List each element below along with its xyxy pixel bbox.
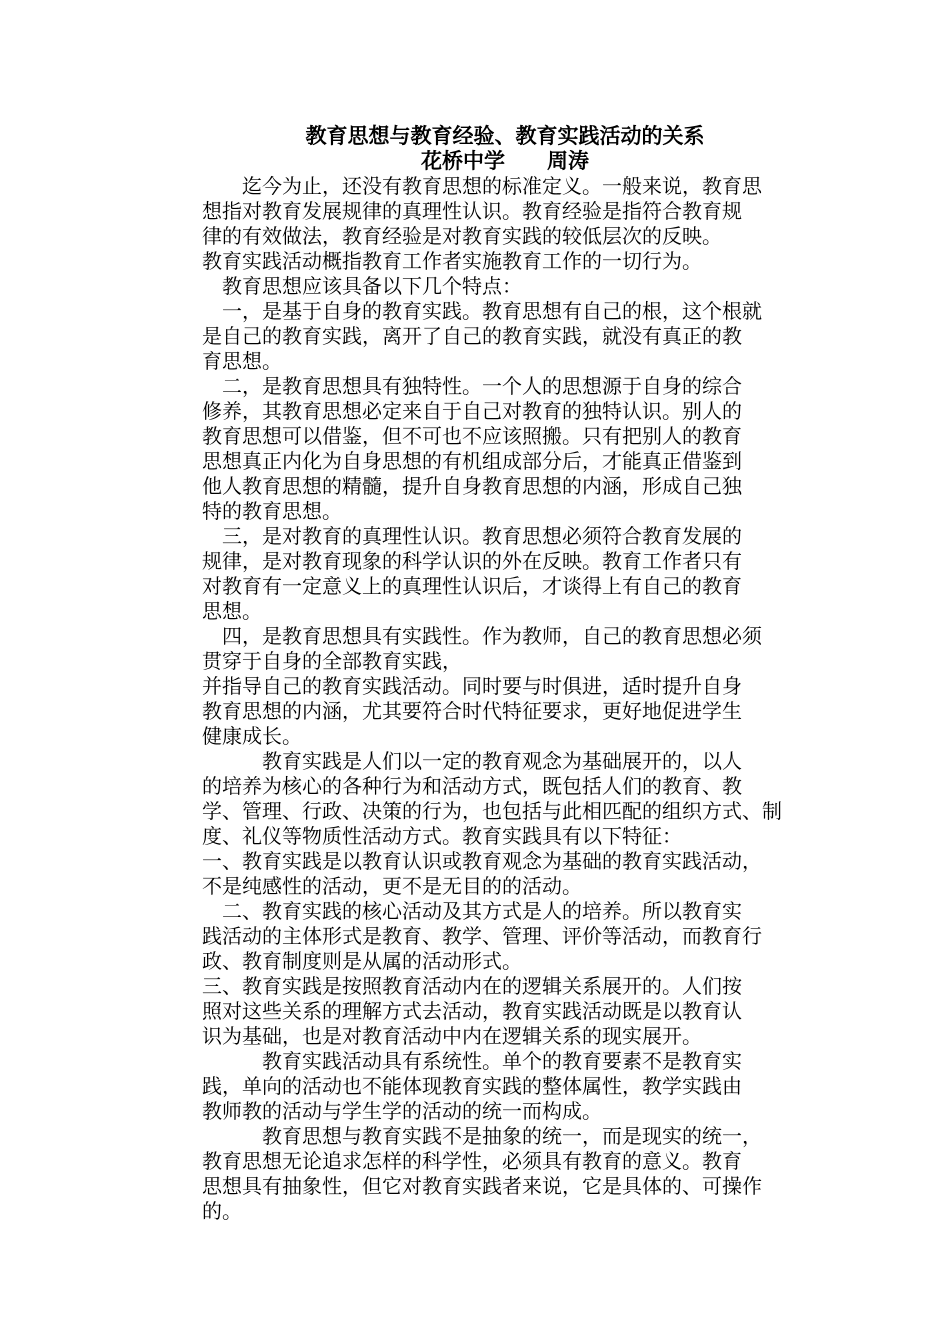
text-line: 特的教育思想。 [202,499,342,523]
text-line: 健康成长。 [202,724,302,748]
text-line: 是自己的教育实践，离开了自己的教育实践，就没有真正的教 [202,324,742,348]
text-line: 一，是基于自身的教育实践。教育思想有自己的根，这个根就 [202,299,762,323]
text-line: 的。 [202,1199,242,1223]
text-line: 教育实践活动概指教育工作者实施教育工作的一切行为。 [202,249,702,273]
text-line: 修养，其教育思想必定来自于自己对教育的独特认识。别人的 [202,399,742,423]
text-line: 想指对教育发展规律的真理性认识。教育经验是指符合教育规 [202,199,742,223]
text-line: 政、教育制度则是从属的活动形式。 [202,949,522,973]
text-line: 育思想。 [202,349,282,373]
text-line: 践活动的主体形式是教育、教学、管理、评价等活动，而教育行 [202,924,762,948]
text-line: 教育思想的内涵，尤其要符合时代特征要求，更好地促进学生 [202,699,742,723]
document-title: 教育思想与教育经验、教育实践活动的关系 [305,124,705,148]
text-line: 教育思想与教育实践不是抽象的统一，而是现实的统一， [202,1124,762,1148]
document-body [202,174,814,1224]
text-line: 的培养为核心的各种行为和活动方式，既包括人们的教育、教 [202,774,742,798]
document-author-line: 花桥中学 周涛 [421,149,589,173]
text-line: 不是纯感性的活动，更不是无目的的活动。 [202,874,582,898]
text-line: 照对这些关系的理解方式去活动，教育实践活动既是以教育认 [202,999,742,1023]
text-line: 识为基础，也是对教育活动中内在逻辑关系的现实展开。 [202,1024,702,1048]
text-line: 二，是教育思想具有独特性。一个人的思想源于自身的综合 [202,374,742,398]
text-line: 度、礼仪等物质性活动方式。教育实践具有以下特征： [202,824,682,848]
text-line: 教师教的活动与学生学的活动的统一而构成。 [202,1099,602,1123]
text-line: 迄今为止，还没有教育思想的标准定义。一般来说，教育思 [202,174,762,198]
text-line: 教育思想可以借鉴，但不可也不应该照搬。只有把别人的教育 [202,424,742,448]
text-line: 教育思想应该具备以下几个特点： [202,274,522,298]
text-line: 践，单向的活动也不能体现教育实践的整体属性，教学实践由 [202,1074,742,1098]
text-line: 二、教育实践的核心活动及其方式是人的培养。所以教育实 [202,899,742,923]
text-line: 学、管理、行政、决策的行为，也包括与此相匹配的组织方式、制 [202,799,782,823]
text-line: 三、教育实践是按照教育活动内在的逻辑关系展开的。人们按 [202,974,742,998]
text-line: 思想具有抽象性，但它对教育实践者来说，它是具体的、可操作 [202,1174,762,1198]
text-line: 对教育有一定意义上的真理性认识后，才谈得上有自己的教育 [202,574,742,598]
text-line: 思想真正内化为自身思想的有机组成部分后，才能真正借鉴到 [202,449,742,473]
text-line: 律的有效做法，教育经验是对教育实践的较低层次的反映。 [202,224,722,248]
text-line: 贯穿于自身的全部教育实践， [202,649,462,673]
text-line: 并指导自己的教育实践活动。同时要与时俱进，适时提升自身 [202,674,742,698]
text-line: 他人教育思想的精髓，提升自身教育思想的内涵，形成自己独 [202,474,742,498]
text-line: 一、教育实践是以教育认识或教育观念为基础的教育实践活动， [202,849,762,873]
text-line: 教育思想无论追求怎样的科学性，必须具有教育的意义。教育 [202,1149,742,1173]
text-line: 四，是教育思想具有实践性。作为教师，自己的教育思想必须 [202,624,762,648]
text-line: 思想。 [202,599,262,623]
text-line: 教育实践活动具有系统性。单个的教育要素不是教育实 [202,1049,742,1073]
text-line: 规律，是对教育现象的科学认识的外在反映。教育工作者只有 [202,549,742,573]
text-line: 三，是对教育的真理性认识。教育思想必须符合教育发展的 [202,524,742,548]
text-line: 教育实践是人们以一定的教育观念为基础展开的，以人 [202,749,742,773]
